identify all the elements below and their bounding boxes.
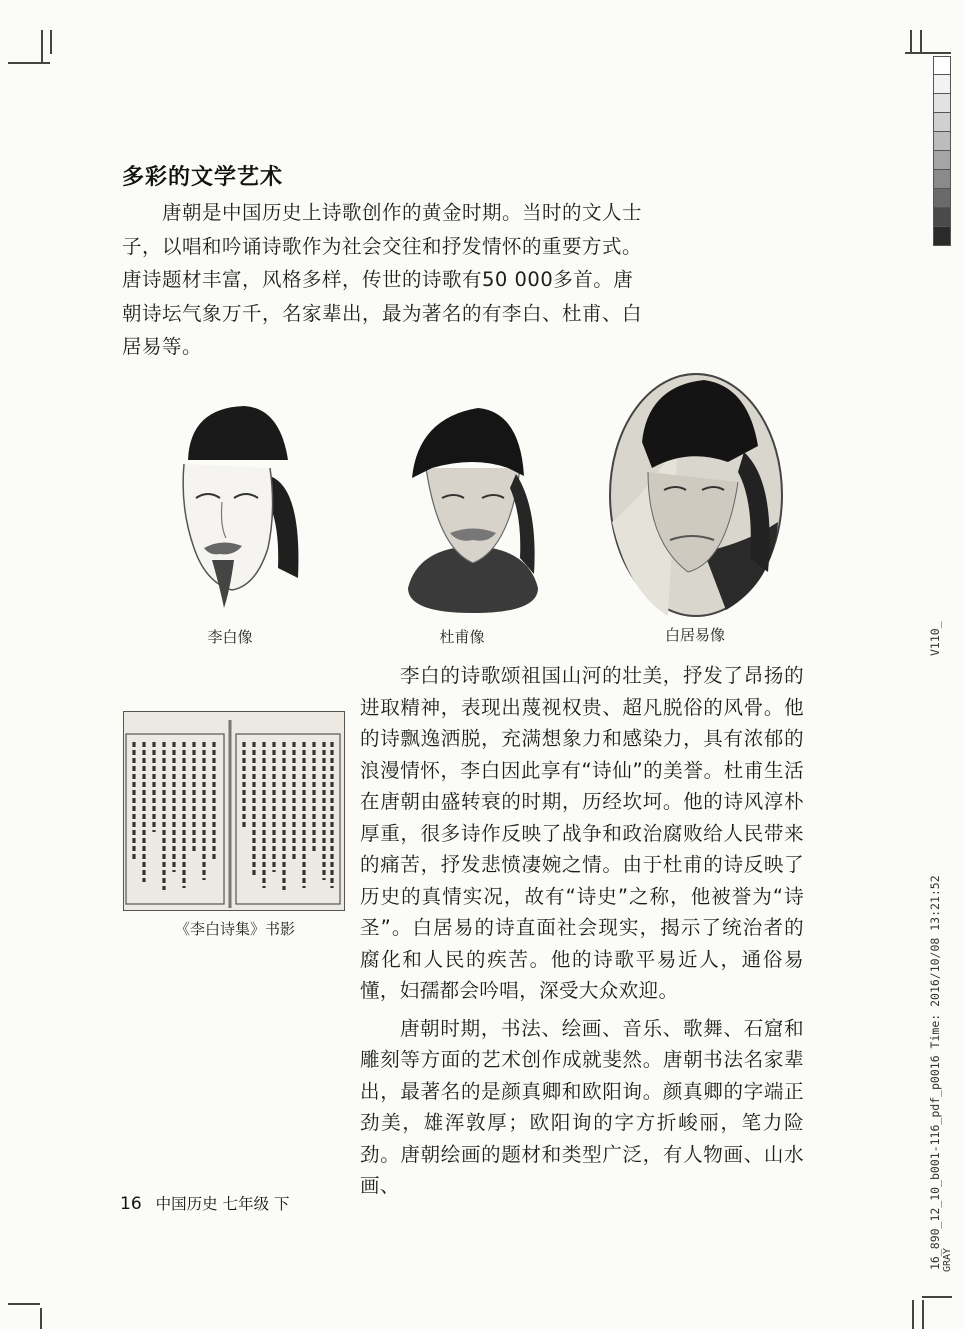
body-paragraph-1: 李白的诗歌颂祖国山河的壮美，抒发了昂扬的进取精神，表现出蔑视权贵、超凡脱俗的风骨。他的诗飘逸洒脱，充满想象力和感染力，具有浓郁的浪漫情怀，李白因此享有“诗仙”的美誉。杜甫生活在唐朝由盛转衰的时期，历经坎坷。他的诗风淳朴厚重，很多诗作反映了战争和政治腐败给人民带来的痛苦，抒发悲愤凄婉之情。由于杜甫的诗反映了历史的真情实况，故有“诗史”之称，他被誉为“诗圣”。白居易的诗直面社会现实，揭示了统治者的腐化和人民的疾苦。他的诗歌平易近人，通俗易懂，妇孺都会吟唱，深受大众欢迎。	[360, 664, 804, 1002]
body-paragraph-2: 唐朝时期，书法、绘画、音乐、歌舞、石窟和雕刻等方面的艺术创作成就斐然。唐朝书法名家辈出，最著名的是颜真卿和欧阳询。颜真卿的字端正劲美，雄浑敦厚；欧阳询的字方折峻丽，笔力险劲。唐朝绘画的题材和类型广泛，有人物画、山水画、	[360, 1016, 804, 1197]
crop-mark-tl-v	[41, 30, 43, 62]
crop-mark-tl-h	[8, 62, 50, 64]
crop-mark-br-v2	[922, 1300, 924, 1329]
bai-juyi-caption: 白居易像	[664, 626, 725, 644]
crop-mark-tl-v2	[50, 30, 52, 54]
crop-mark-br-v	[912, 1300, 914, 1329]
li-bai-poetry-collection-image	[123, 711, 345, 911]
page-number: 16	[120, 1194, 142, 1214]
book-caption: 《李白诗集》书影	[174, 920, 295, 938]
crop-mark-br-h	[922, 1296, 952, 1298]
crop-mark-tr-h	[905, 52, 951, 54]
bai-juyi-portrait	[608, 372, 784, 618]
print-info: 16_890_12_10_b001-116_pdf_p0016 Time: 2016/10/08 13:21:52	[928, 875, 942, 1270]
du-fu-caption: 杜甫像	[439, 628, 485, 646]
gray-scale-bar	[933, 56, 951, 246]
crop-mark-tr-v2	[920, 30, 922, 52]
intro-text: 唐朝是中国历史上诗歌创作的黄金时期。当时的文人士子，以唱和吟诵诗歌作为社会交往和抒发情怀的重要方式。唐诗题材丰富，风格多样，传世的诗歌有50 000多首。唐朝诗坛气象万千，名家辈出，最为著名的有李白、杜甫、白居易等。	[122, 201, 643, 358]
du-fu-portrait	[398, 398, 548, 613]
li-bai-caption: 李白像	[207, 628, 253, 646]
crop-mark-bl-h	[8, 1303, 40, 1305]
book-title: 中国历史 七年级 下	[155, 1195, 290, 1213]
crop-mark-tr-v	[910, 30, 912, 52]
page-footer	[120, 1192, 290, 1214]
intro-paragraph	[122, 196, 642, 364]
section-title: 多彩的文学艺术	[122, 165, 284, 190]
margin-code: V110_	[928, 621, 942, 656]
body-text	[360, 660, 804, 1202]
gray-label: GRAY	[942, 1247, 953, 1272]
li-bai-portrait	[160, 398, 310, 618]
crop-mark-bl-v	[40, 1308, 42, 1329]
book-page-scan	[124, 712, 344, 910]
